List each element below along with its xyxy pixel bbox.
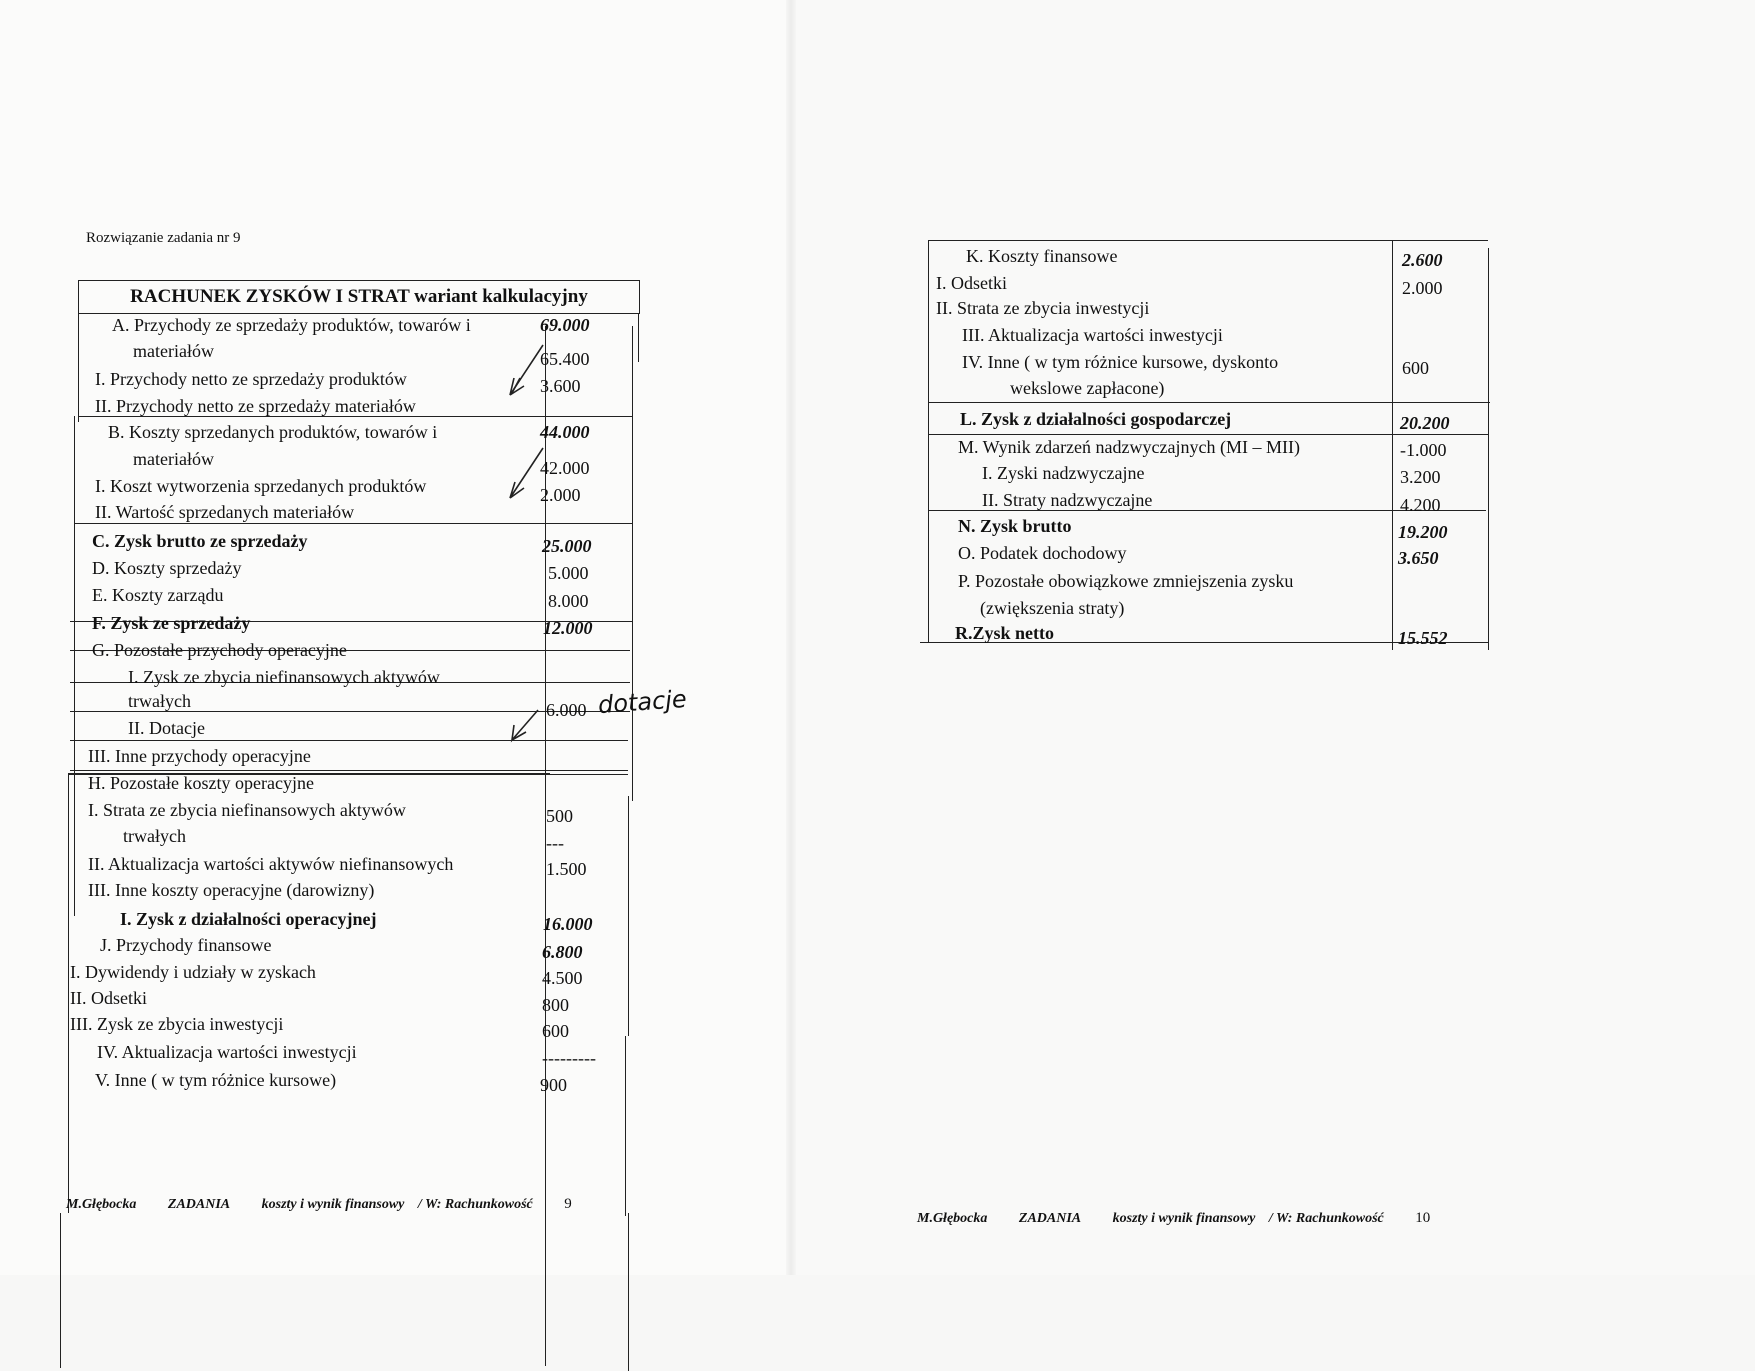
left-table-row-label: III. Inne przychody operacyjne <box>88 746 311 766</box>
right-table-row-label: III. Aktualizacja wartości inwestycji <box>962 325 1223 345</box>
footer-publisher: / W: Rachunkowość <box>417 1197 533 1212</box>
left-table-row-label: I. Przychody netto ze sprzedaży produktów <box>95 369 407 389</box>
right-table-row-label: O. Podatek dochodowy <box>958 543 1127 563</box>
left-table-row-value: 500 <box>546 806 573 826</box>
left-table-row-label: II. Wartość sprzedanych materiałów <box>95 502 355 522</box>
right-table-row-label: N. Zysk brutto <box>958 516 1072 536</box>
right-table-row-value: 15.552 <box>1398 628 1448 648</box>
left-table-row-value: --- <box>546 833 564 853</box>
right-table-row-label: wekslowe zapłacone) <box>1010 378 1165 398</box>
left-table-row-value: 25.000 <box>542 536 592 556</box>
right-table-row-value: 19.200 <box>1398 522 1448 542</box>
left-table-row-value: 1.500 <box>546 859 587 879</box>
left-table-row-label: materiałów <box>133 341 214 361</box>
right-table-row-value: 20.200 <box>1400 413 1450 433</box>
page-number-right: 10 <box>1415 1210 1431 1226</box>
right-table-row-value: 3.200 <box>1400 467 1441 487</box>
footer-author: M.Głębocka <box>917 1211 988 1226</box>
left-table-row-value: 65.400 <box>540 349 590 369</box>
right-table-row-label: P. Pozostałe obowiązkowe zmniejszenia zysku <box>958 571 1294 591</box>
left-table-row-value: 44.000 <box>540 422 590 442</box>
left-table-row-value: 6.800 <box>542 942 583 962</box>
right-table-row-label: L. Zysk z działalności gospodarczej <box>960 409 1232 429</box>
left-table-row-value: 800 <box>542 995 569 1015</box>
footer-publisher: / W: Rachunkowość <box>1268 1211 1384 1226</box>
left-table-row-value: 3.600 <box>540 376 581 396</box>
left-table-row-value: 69.000 <box>540 315 590 335</box>
left-table-row-value: 42.000 <box>540 458 590 478</box>
right-table-row-label: K. Koszty finansowe <box>966 246 1118 266</box>
left-table-row-value: 4.500 <box>542 968 583 988</box>
left-table-row-label: IV. Aktualizacja wartości inwestycji <box>97 1042 357 1062</box>
left-table-row-value: --------- <box>542 1048 596 1068</box>
left-table-row-label: II. Dotacje <box>128 718 205 738</box>
left-table-row-value: 6.000 <box>546 700 587 720</box>
right-table-row-label: II. Straty nadzwyczajne <box>982 490 1153 510</box>
right-table-row-label: II. Strata ze zbycia inwestycji <box>936 298 1150 318</box>
right-table-row-value: 600 <box>1402 358 1429 378</box>
left-table-row-label: D. Koszty sprzedaży <box>92 558 242 578</box>
footer-subtitle: koszty i wynik finansowy <box>261 1197 405 1212</box>
left-table-row-value: 16.000 <box>543 914 593 934</box>
left-table-row-label: I. Dywidendy i udziały w zyskach <box>70 962 316 982</box>
left-table-row-label: G. Pozostałe przychody operacyjne <box>92 640 347 660</box>
footer-right <box>917 1210 1458 1227</box>
left-table-row-label: A. Przychody ze sprzedaży produktów, towarów i <box>112 315 471 335</box>
left-table-row-value: 600 <box>542 1021 569 1041</box>
right-table-row-value: 3.650 <box>1398 548 1439 568</box>
left-table-row-label: J. Przychody finansowe <box>100 935 272 955</box>
right-table-row-label: I. Odsetki <box>936 273 1007 293</box>
right-table-row-label: I. Zyski nadzwyczajne <box>982 463 1145 483</box>
right-table-row-value: 4.200 <box>1400 495 1441 515</box>
footer-title: ZADANIA <box>167 1197 231 1212</box>
left-table-row-label: II. Aktualizacja wartości aktywów niefinansowych <box>88 854 454 874</box>
right-table-row-value: -1.000 <box>1400 440 1447 460</box>
left-table-row-value: 8.000 <box>548 591 589 611</box>
left-table-row-label: B. Koszty sprzedanych produktów, towarów i <box>108 422 438 442</box>
right-table-row-label: M. Wynik zdarzeń nadzwyczajnych (MI – MII) <box>958 437 1300 457</box>
left-table-row-value: 12.000 <box>543 618 593 638</box>
right-table-row-label: R.Zysk netto <box>955 623 1055 643</box>
left-table-row-value: 900 <box>540 1075 567 1095</box>
footer-title: ZADANIA <box>1018 1211 1082 1226</box>
left-table-row-label: I. Zysk z działalności operacyjnej <box>120 909 377 929</box>
left-table-row-label: V. Inne ( w tym różnice kursowe) <box>95 1070 337 1090</box>
left-table-row-label: trwałych <box>128 691 191 711</box>
table-title: RACHUNEK ZYSKÓW I STRAT wariant kalkulacyjny <box>78 280 640 314</box>
left-table-row-label: II. Odsetki <box>70 988 147 1008</box>
left-table-row-label: III. Zysk ze zbycia inwestycji <box>70 1014 284 1034</box>
left-table-row-label: H. Pozostałe koszty operacyjne <box>88 773 314 793</box>
left-table-row-label: materiałów <box>133 449 214 469</box>
footer-author: M.Głębocka <box>66 1197 137 1212</box>
left-table-row-label: II. Przychody netto ze sprzedaży materiałów <box>95 396 416 416</box>
left-table-row-label: III. Inne koszty operacyjne (darowizny) <box>88 880 375 900</box>
left-table-row-label: trwałych <box>123 826 186 846</box>
page-heading: Rozwiązanie zadania nr 9 <box>86 230 241 246</box>
footer-subtitle: koszty i wynik finansowy <box>1112 1211 1256 1226</box>
page-number-left: 9 <box>564 1196 572 1212</box>
left-table-row-label: E. Koszty zarządu <box>92 585 224 605</box>
left-table-row-label: I. Zysk ze zbycia niefinansowych aktywów <box>128 667 440 687</box>
footer-left <box>66 1196 600 1213</box>
right-table-row-value: 2.000 <box>1402 278 1443 298</box>
handwritten-note: dotacje <box>597 684 688 720</box>
right-table-row-label: (zwiększenia straty) <box>980 598 1125 618</box>
left-table-row-label: C. Zysk brutto ze sprzedaży <box>92 531 308 551</box>
right-table-row-value: 2.600 <box>1402 250 1443 270</box>
left-table-row-label: I. Koszt wytworzenia sprzedanych produktów <box>95 476 427 496</box>
left-table-row-label: I. Strata ze zbycia niefinansowych aktywów <box>88 800 406 820</box>
left-table-row-label: F. Zysk ze sprzedaży <box>92 613 251 633</box>
right-table-row-label: IV. Inne ( w tym różnice kursowe, dyskonto <box>962 352 1279 372</box>
left-table-row-value: 2.000 <box>540 485 581 505</box>
left-table-row-value: 5.000 <box>548 563 589 583</box>
